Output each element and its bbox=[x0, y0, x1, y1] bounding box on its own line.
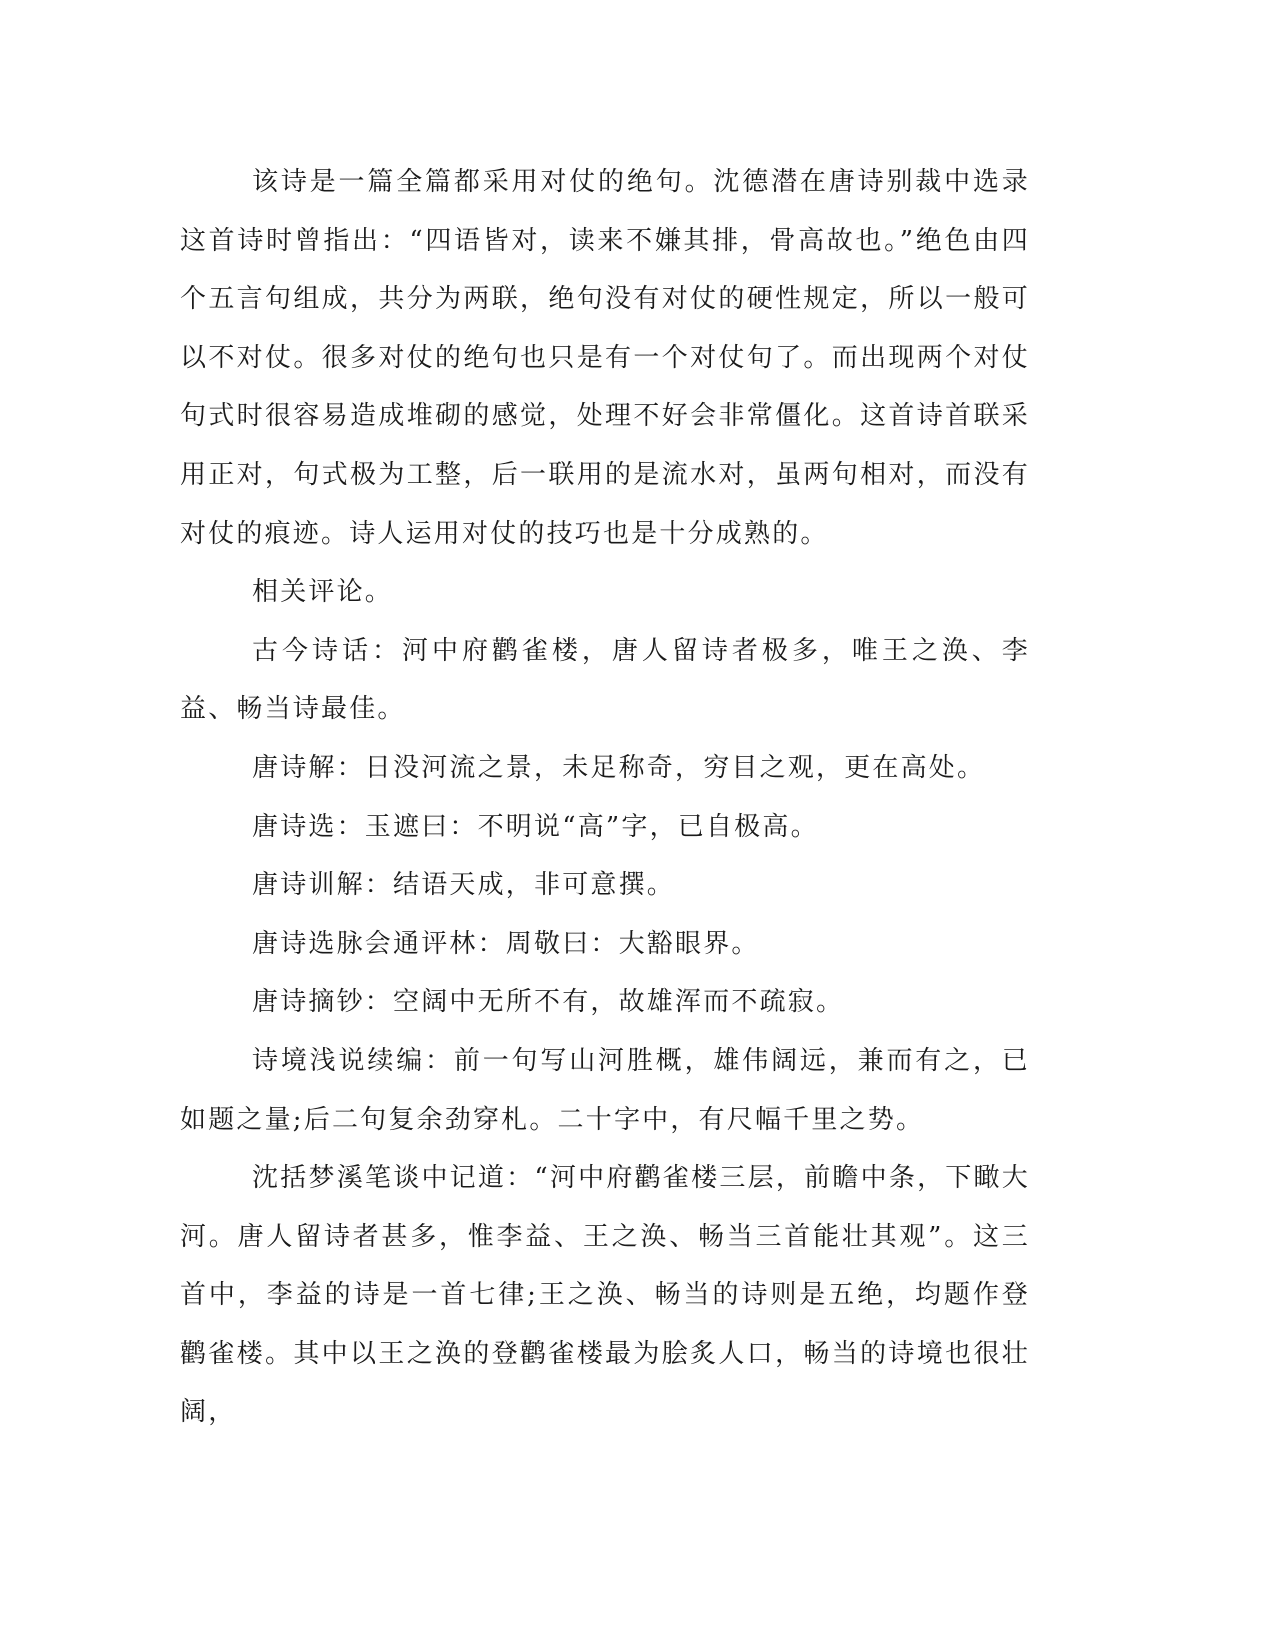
paragraph-tangshi-xuan: 唐诗选：玉遮曰：不明说“高”字，已自极高。 bbox=[252, 811, 819, 842]
paragraph-tangshi-xunjie: 唐诗训解：结语天成，非可意撰。 bbox=[252, 870, 676, 901]
document-page bbox=[180, 153, 1030, 1442]
paragraph-tangshi-jie: 唐诗解：日没河流之景，未足称奇，穷目之观，更在高处。 bbox=[252, 752, 986, 783]
paragraph-gujin-shihua: 古今诗话：河中府鹳雀楼，唐人留诗者极多，唯王之涣、李益、畅当诗最佳。 bbox=[180, 635, 1030, 725]
paragraph-mengxi-bitan: 沈括梦溪笔谈中记道：“河中府鹳雀楼三层，前瞻中条，下瞰大河。唐人留诗者甚多，惟李益、王之涣、畅当三首能壮其观”。这三首中，李益的诗是一首七律;王之涣、畅当的诗则是五绝，均题作登鹳雀楼。其中以王之涣的登鹳雀楼最为脍炙人口，畅当的诗境也很壮阔， bbox=[180, 1163, 1030, 1428]
paragraph-related-comments-heading: 相关评论。 bbox=[252, 577, 394, 608]
paragraph-shijing-qianshuo: 诗境浅说续编：前一句写山河胜概，雄伟阔远，兼而有之，已如题之量;后二句复余劲穿札。二十字中，有尺幅千里之势。 bbox=[180, 1045, 1030, 1135]
paragraph-duizhang-analysis: 该诗是一篇全篇都采用对仗的绝句。沈德潜在唐诗别裁中选录这首诗时曾指出：“四语皆对，读来不嫌其排，骨高故也。”绝色由四个五言句组成，共分为两联，绝句没有对仗的硬性规定，所以一般可以不对仗。很多对仗的绝句也只是有一个对仗句了。而出现两个对仗句式时很容易造成堆砌的感觉，处理不好会非常僵化。这首诗首联采用正对，句式极为工整，后一联用的是流水对，虽两句相对，而没有对仗的痕迹。诗人运用对仗的技巧也是十分成熟的。 bbox=[180, 167, 1030, 549]
paragraph-tangshi-xuanmai: 唐诗选脉会通评林：周敬曰：大豁眼界。 bbox=[252, 928, 760, 959]
paragraph-tangshi-zhaichao: 唐诗摘钞：空阔中无所不有，故雄浑而不疏寂。 bbox=[252, 987, 845, 1018]
